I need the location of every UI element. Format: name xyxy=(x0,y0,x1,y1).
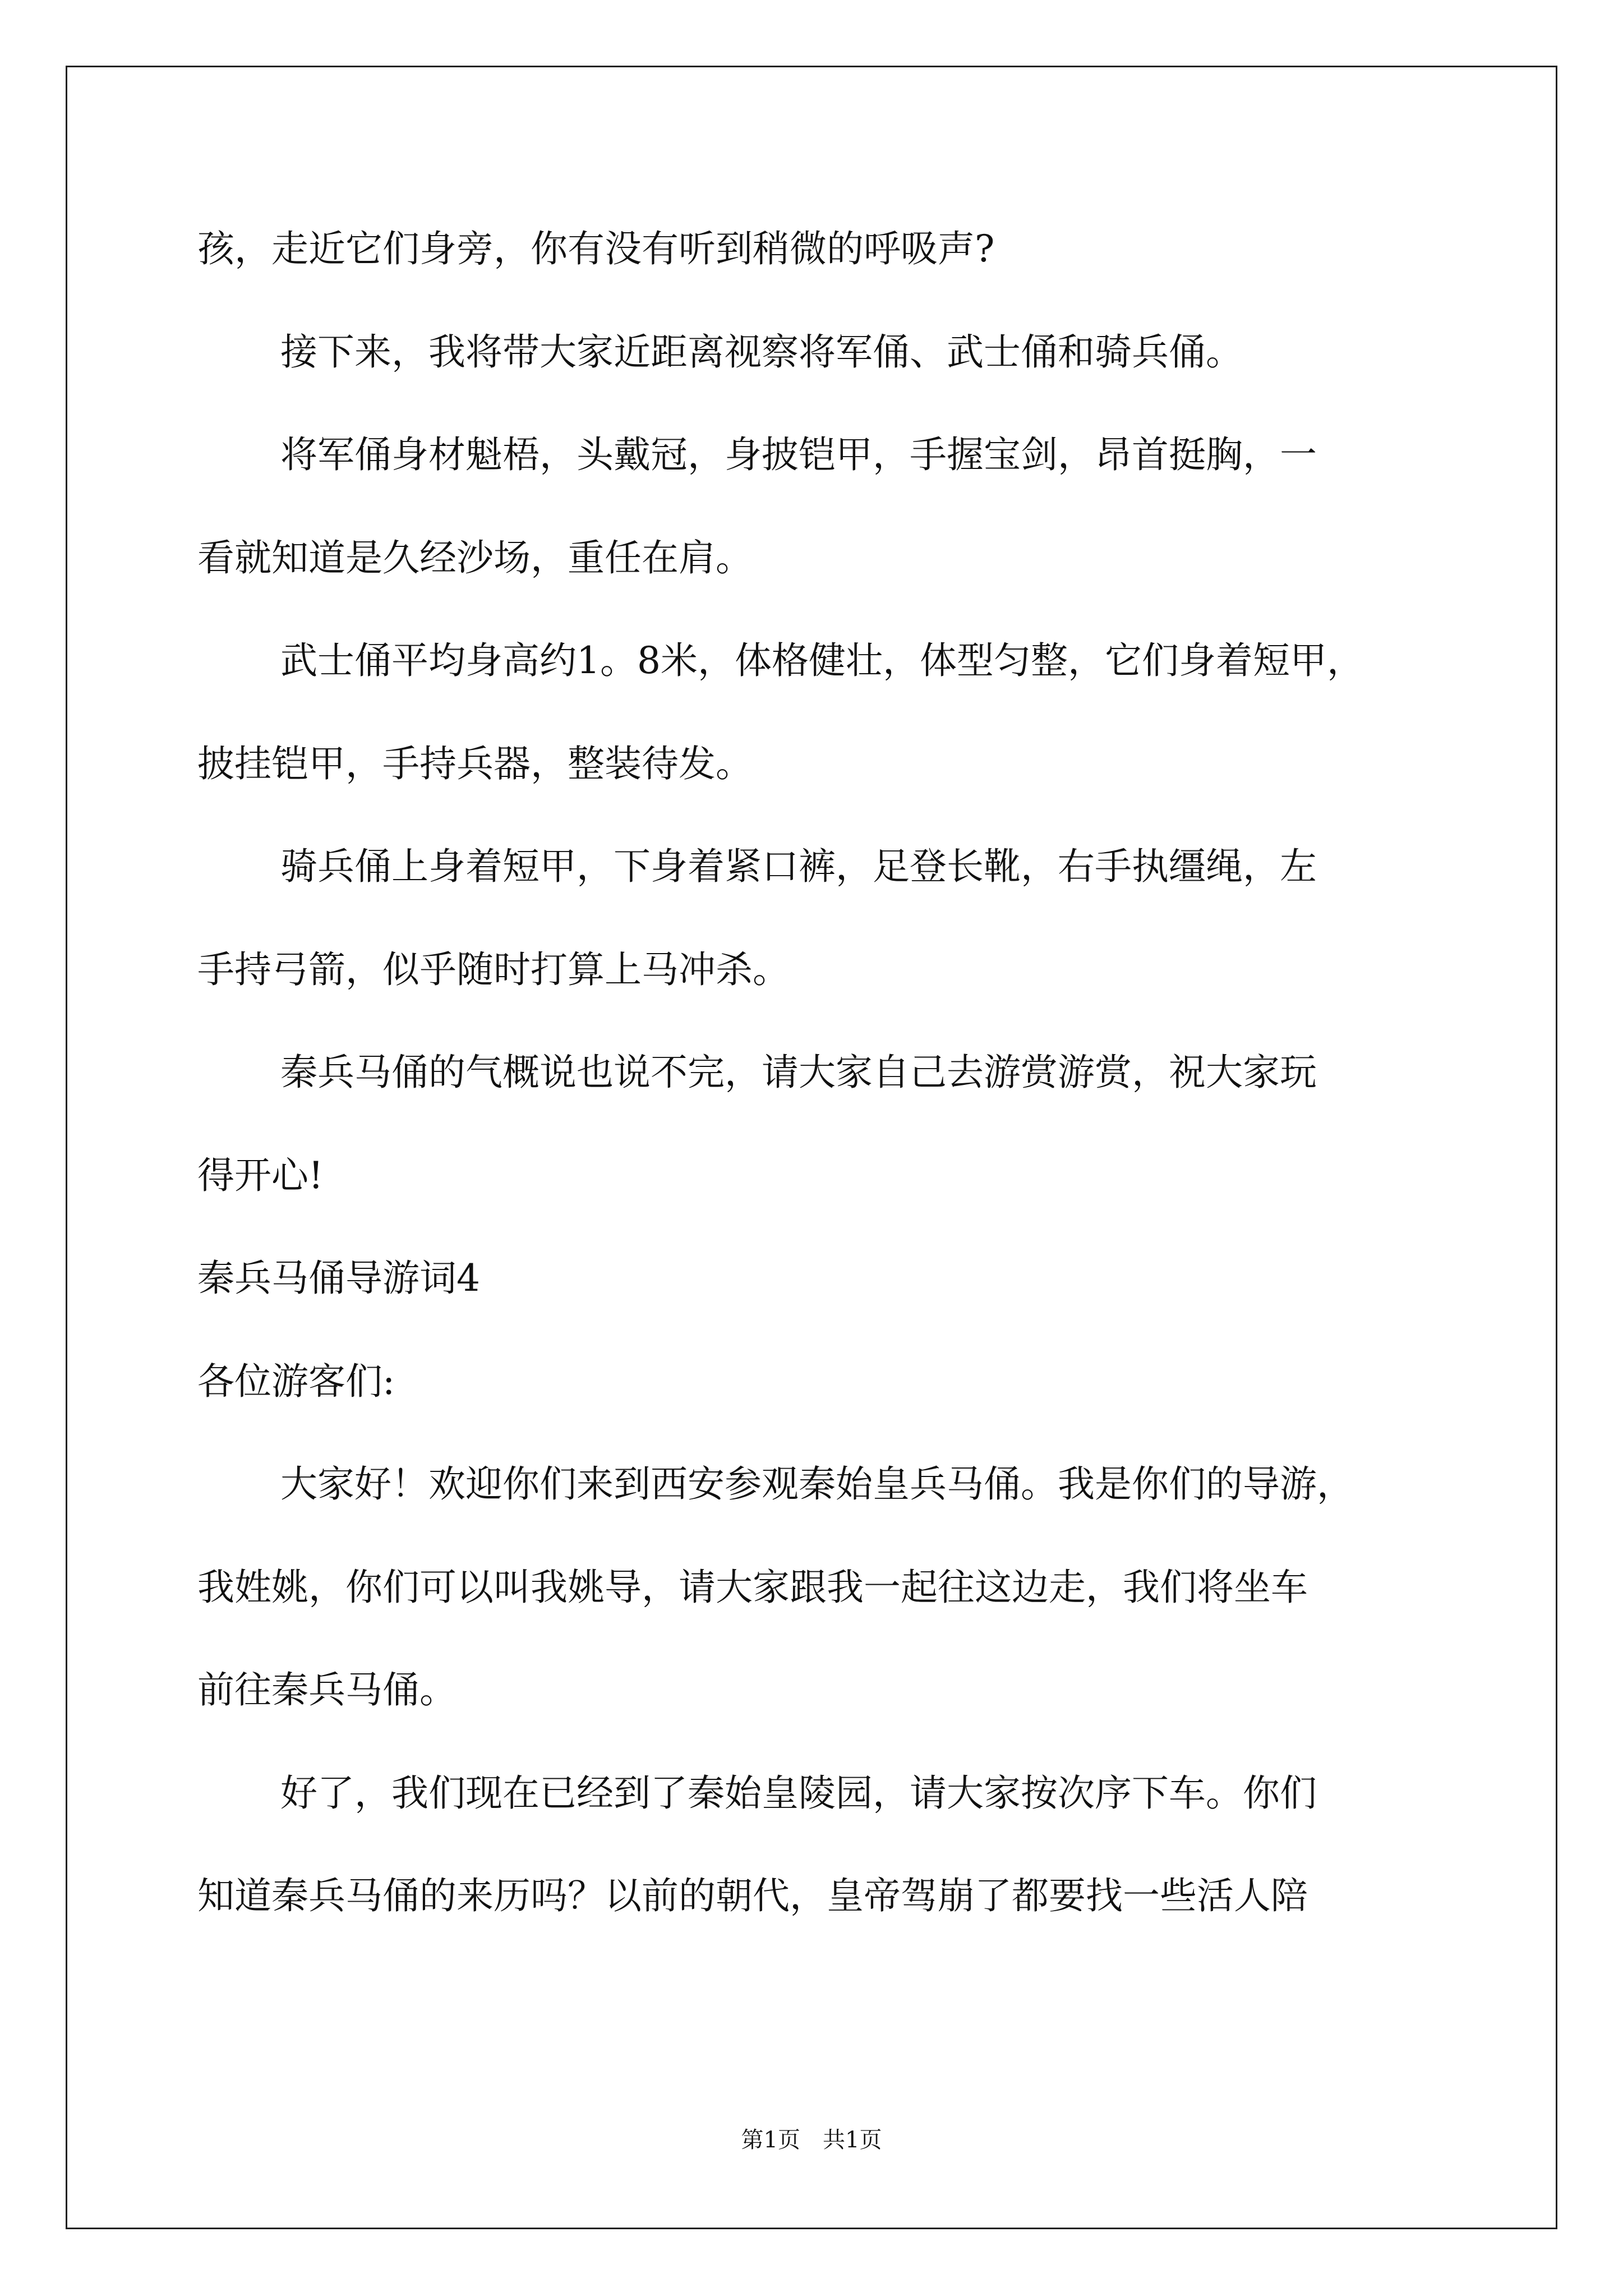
text-line: 大家好！欢迎你们来到西安参观秦始皇兵马俑。我是你们的导游， xyxy=(280,1462,1354,1506)
text-line: 各位游客们: xyxy=(197,1359,395,1403)
text-line: 武士俑平均身高约1。8米，体格健壮，体型匀整，它们身着短甲， xyxy=(280,639,1364,682)
text-line: 知道秦兵马俑的来历吗？以前的朝代，皇帝驾崩了都要找一些活人陪 xyxy=(197,1874,1308,1917)
text-line: 秦兵马俑的气概说也说不完，请大家自己去游赏游赏，祝大家玩 xyxy=(280,1051,1317,1094)
text-line: 骑兵俑上身着短甲，下身着紧口裤，足登长靴，右手执缰绳，左 xyxy=(280,845,1317,888)
text-line: 手持弓箭，似乎随时打算上马冲杀。 xyxy=(197,947,790,991)
text-line: 我姓姚，你们可以叫我姚导，请大家跟我一起往这边走，我们将坐车 xyxy=(197,1565,1308,1609)
text-line: 得开心! xyxy=(197,1153,324,1197)
text-line: 前往秦兵马俑。 xyxy=(197,1668,457,1711)
text-line: 孩，走近它们身旁，你有没有听到稍微的呼吸声? xyxy=(197,227,995,270)
text-line: 看就知道是久经沙场，重任在肩。 xyxy=(197,536,753,579)
document-body xyxy=(197,197,1431,1948)
text-line: 好了，我们现在已经到了秦始皇陵园，请大家按次序下车。你们 xyxy=(280,1771,1317,1815)
text-line: 披挂铠甲，手持兵器，整装待发。 xyxy=(197,742,753,785)
section-heading: 秦兵马俑导游词4 xyxy=(197,1257,480,1300)
text-line: 接下来，我将带大家近距离视察将军俑、武士俑和骑兵俑。 xyxy=(280,330,1243,374)
text-line: 将军俑身材魁梧，头戴冠，身披铠甲，手握宝剑，昂首挺胸，一 xyxy=(280,433,1317,476)
page-footer: 第1页 共1页 xyxy=(741,2127,882,2153)
